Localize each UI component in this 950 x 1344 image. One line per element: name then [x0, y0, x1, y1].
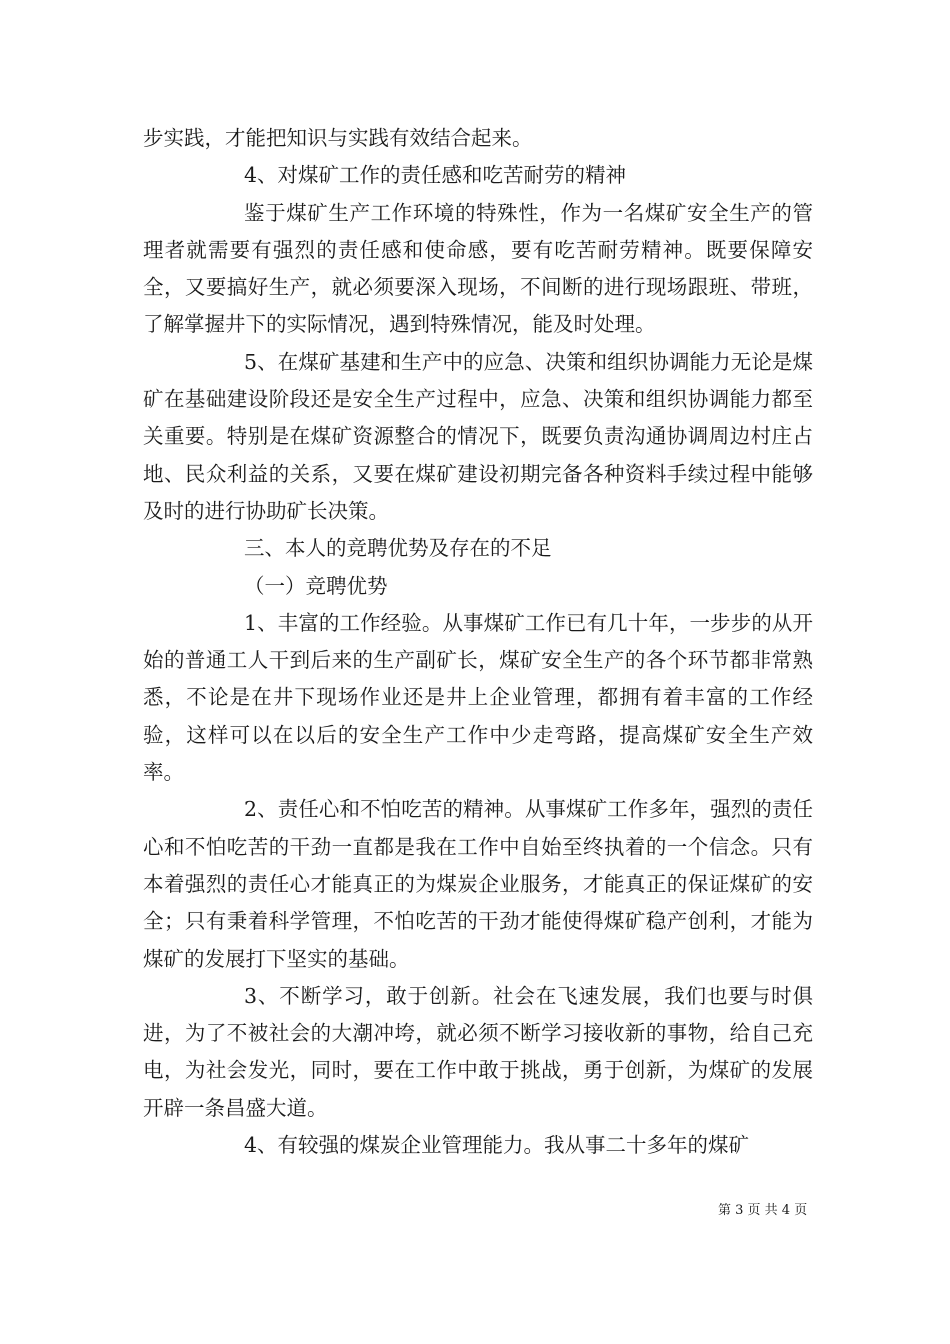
section-heading-advantages: 三、本人的竞聘优势及存在的不足	[244, 536, 552, 561]
paragraph-innovation: 3、不断学习，敢于创新。社会在飞速发展，我们也要与时俱进，为了不被社会的大潮冲垮，就必须不断学习接收新的事物，给自己充电，为社会发光，同时，要在工作中敢于挑战，勇于创新，为煤矿的发展开辟一条昌盛大道。	[143, 983, 813, 1120]
paragraph-continuation: 步实践，才能把知识与实践有效结合起来。	[143, 126, 533, 150]
paragraph-responsibility: 鉴于煤矿生产工作环境的特殊性，作为一名煤矿安全生产的管理者就需要有强烈的责任感和使命感，要有吃苦耐劳精神。既要保障安全，又要搞好生产，就必须要深入现场，不间断的进行现场跟班、带班，了解掌握井下的实际情况，遇到特殊情况，能及时处理。	[143, 200, 813, 337]
subsection-heading-advantages: （一）竞聘优势	[244, 573, 388, 598]
paragraph-coordination: 5、在煤矿基建和生产中的应急、决策和组织协调能力无论是煤矿在基础建设阶段还是安全生产过程中，应急、决策和组织协调能力都至关重要。特别是在煤矿资源整合的情况下，既要负责沟通协调周边村庄占地、民众利益的关系，又要在煤矿建设初期完备各种资料手续过程中能够及时的进行协助矿长决策。	[143, 349, 813, 523]
paragraph-diligence: 2、责任心和不怕吃苦的精神。从事煤矿工作多年，强烈的责任心和不怕吃苦的干劲一直都是我在工作中自始至终执着的一个信念。只有本着强烈的责任心才能真正的为煤炭企业服务，才能真正的保证煤矿的安全；只有秉着科学管理，不怕吃苦的干劲才能使得煤矿稳产创利，才能为煤矿的发展打下坚实的基础。	[143, 797, 813, 971]
heading-responsibility: 4、对煤矿工作的责任感和吃苦耐劳的精神	[244, 163, 627, 188]
paragraph-experience: 1、丰富的工作经验。从事煤矿工作已有几十年，一步步的从开始的普通工人干到后来的生产副矿长，煤矿安全生产的各个环节都非常熟悉，不论是在井下现场作业还是井上企业管理，都拥有着丰富的工作经验，这样可以在以后的安全生产工作中少走弯路，提高煤矿安全生产效率。	[143, 610, 813, 785]
paragraph-management: 4、有较强的煤炭企业管理能力。我从事二十多年的煤矿	[244, 1133, 750, 1158]
page-number-footer: 第 3 页 共 4 页	[718, 1203, 808, 1218]
document-body	[143, 120, 813, 1164]
